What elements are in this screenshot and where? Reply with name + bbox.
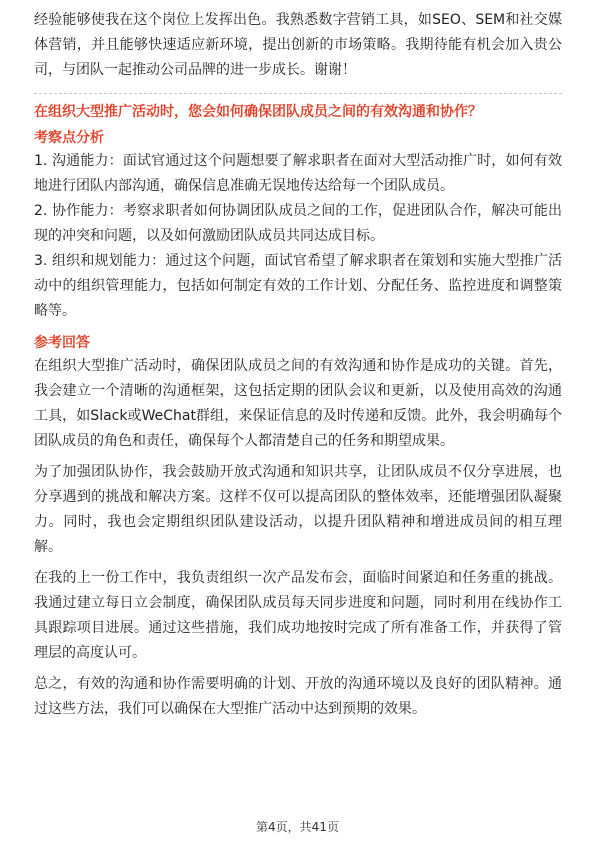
answer-heading: 参考回答 — [34, 335, 90, 351]
page-footer: 第4页，共41页 — [256, 820, 339, 834]
section-divider — [34, 93, 562, 94]
question-title: 在组织大型推广活动时，您会如何确保团队成员之间的有效沟通和协作？ — [34, 104, 482, 120]
analysis-item-3: 3. 组织和规划能力：通过这个问题，面试官希望了解求职者在策划和实施大型推广活动中的组织管理能力，包括如何制定有效的工作计划、分配任务、监控进度和调整策略等。 — [34, 253, 562, 319]
document-page — [34, 8, 562, 728]
answer-paragraph-1: 在组织大型推广活动时，确保团队成员之间的有效沟通和协作是成功的关键。首先，我会建立一个清晰的沟通框架，这包括定期的团队会议和更新，以及使用高效的沟通工具，如Slack或WeChat群组，来保证信息的及时传递和反馈。此外，我会明确每个团队成员的角色和责任，确保每个人都清楚自己的任务和期望成果。 — [34, 358, 562, 449]
answer-paragraph-4: 总之，有效的沟通和协作需要明确的计划、开放的沟通环境以及良好的团队精神。通过这些方法，我们可以确保在大型推广活动中达到预期的效果。 — [34, 676, 562, 717]
answer-body — [34, 354, 562, 722]
answer-paragraph-3: 在我的上一份工作中，我负责组织一次产品发布会，面临时间紧迫和任务重的挑战。我通过建立每日立会制度，确保团队成员每天同步进度和问题，同时利用在线协作工具跟踪项目进展。通过这些措施，我们成功地按时完成了所有准备工作，并获得了管理层的高度认可。 — [34, 570, 562, 661]
analysis-item-2: 2. 协作能力：考察求职者如何协调团队成员之间的工作，促进团队合作，解决可能出现的冲突和问题，以及如何激励团队成员共同达成目标。 — [34, 203, 562, 244]
analysis-list — [34, 149, 562, 324]
analysis-heading: 考察点分析 — [34, 130, 104, 146]
answer-paragraph-2: 为了加强团队协作，我会鼓励开放式沟通和知识共享，让团队成员不仅分享进展，也分享遇到的挑战和解决方案。这样不仅可以提高团队的整体效率，还能增强团队凝聚力。同时，我也会定期组织团队建设活动，以提升团队精神和增进成员间的相互理解。 — [34, 464, 562, 555]
intro-paragraph: 经验能够使我在这个岗位上发挥出色。我熟悉数字营销工具，如SEO、SEM和社交媒体营销，并且能够快速适应新环境，提出创新的市场策略。我期待能有机会加入贵公司，与团队一起推动公司品牌的进一步成长。谢谢！ — [34, 12, 562, 78]
analysis-item-1: 1. 沟通能力：面试官通过这个问题想要了解求职者在面对大型活动推广时，如何有效地进行团队内部沟通，确保信息准确无误地传达给每一个团队成员。 — [34, 153, 562, 194]
